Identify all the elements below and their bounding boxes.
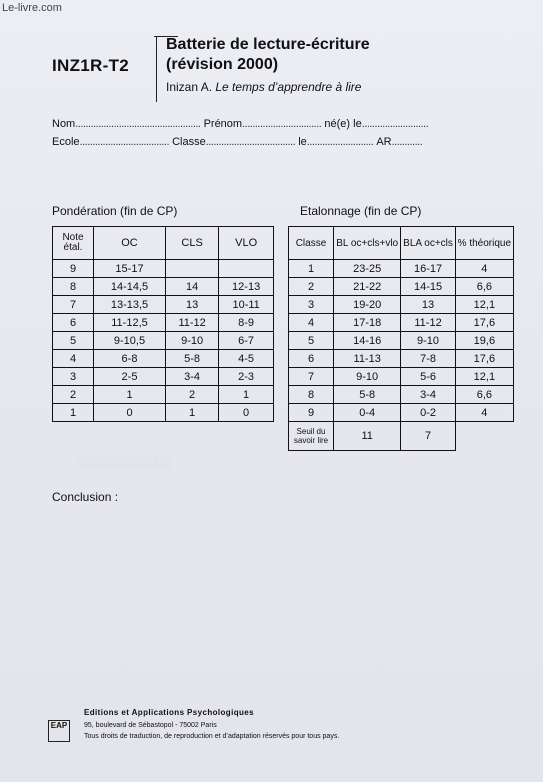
pond-cell: 2 [53,386,94,404]
field-ar-blank[interactable]: ............ [391,136,423,148]
etal-row [289,314,514,332]
identity-row-1 [52,118,428,130]
etal-cell: 14-16 [334,332,401,350]
pond-header-oc: OC [94,227,166,260]
pond-cell: 2-3 [219,368,274,386]
pond-row [53,404,274,422]
author: Inizan A. [166,80,213,94]
publisher-name: Editions et Applications Psychologiques [84,708,254,717]
etal-cell: 12,1 [455,296,513,314]
pond-header-vlo: VLO [219,227,274,260]
seuil-bla: 7 [401,422,455,451]
etal-cell: 17,6 [455,314,513,332]
ponderation-table [52,226,274,422]
test-code: INZ1R-T2 [52,56,130,75]
etal-cell: 4 [289,314,334,332]
etal-cell: 6,6 [455,386,513,404]
pond-cell: 2-5 [94,368,166,386]
etal-cell: 13 [401,296,455,314]
etal-cell: 19-20 [334,296,401,314]
etal-cell: 6 [289,350,334,368]
pond-row [53,314,274,332]
field-ar-label: AR [376,136,392,148]
etal-header-pct: % théorique [455,227,513,260]
pond-row [53,368,274,386]
pond-header-note: Note étal. [53,227,94,260]
pond-cell: 10-11 [219,296,274,314]
etal-cell: 6,6 [455,278,513,296]
etal-cell: 7-8 [401,350,455,368]
pond-cell: 1 [53,404,94,422]
pond-cell: 6-8 [94,350,166,368]
watermark: Le-livre.com [2,2,62,14]
pond-cell: 3-4 [166,368,219,386]
ponderation-header-row [53,227,274,260]
pond-header-cls: CLS [166,227,219,260]
pond-cell: 1 [166,404,219,422]
etal-row [289,386,514,404]
pond-cell: 1 [94,386,166,404]
etal-header-bla: BLA oc+cls [401,227,455,260]
pond-cell: 12-13 [219,278,274,296]
pond-cell [166,260,219,278]
seuil-bl: 11 [334,422,401,451]
field-prenom-label: Prénom [203,118,243,130]
etal-cell: 14-15 [401,278,455,296]
etal-cell: 9-10 [334,368,401,386]
pond-cell: 11-12 [166,314,219,332]
etal-cell: 5-8 [334,386,401,404]
pond-cell: 2 [166,386,219,404]
etal-cell: 9 [289,404,334,422]
pond-cell: 8-9 [219,314,274,332]
field-nele-label: né(e) le [324,118,362,130]
etal-row [289,368,514,386]
seuil-row [289,422,514,451]
pond-cell: 6 [53,314,94,332]
pond-cell: 1 [219,386,274,404]
etal-cell: 17-18 [334,314,401,332]
etal-cell: 9-10 [401,332,455,350]
pond-cell: 9-10 [166,332,219,350]
pond-cell: 7 [53,296,94,314]
pond-row [53,278,274,296]
pond-cell: 5 [53,332,94,350]
etal-cell: 16-17 [401,260,455,278]
pond-cell: 6-7 [219,332,274,350]
etal-cell: 7 [289,368,334,386]
etal-cell: 0-2 [401,404,455,422]
seuil-empty [455,422,513,451]
etalonnage-header-row [289,227,514,260]
field-ecole-label: Ecole [52,136,80,148]
show-through-text: ░░░░░░░░░░░ [78,455,172,469]
pond-cell: 14 [166,278,219,296]
pond-cell: 0 [94,404,166,422]
conclusion-label: Conclusion : [52,490,119,504]
etal-cell: 2 [289,278,334,296]
seuil-label: Seuil du savoir lire [289,422,334,451]
author-line [166,80,361,94]
field-nom-label: Nom [52,118,76,130]
book-title: Le temps d’apprendre à lire [215,80,362,94]
title-line1: Batterie de lecture-écriture [166,36,370,53]
etal-row [289,260,514,278]
etalonnage-table [288,226,514,451]
ponderation-title: Pondération (fin de CP) [52,204,178,218]
etal-cell: 3 [289,296,334,314]
etal-row [289,332,514,350]
field-prenom-blank[interactable]: ............................... [242,118,322,130]
etal-cell: 11-13 [334,350,401,368]
etal-cell: 21-22 [334,278,401,296]
etal-cell: 19,6 [455,332,513,350]
pond-cell: 13-13,5 [94,296,166,314]
etal-cell: 8 [289,386,334,404]
etal-row [289,350,514,368]
pond-row [53,332,274,350]
title-line2: (révision 2000) [166,56,279,73]
pond-cell: 15-17 [94,260,166,278]
field-classe-blank[interactable]: ................................... [205,136,296,148]
pond-cell: 4-5 [219,350,274,368]
identity-row-2 [52,136,422,148]
pond-cell: 5-8 [166,350,219,368]
etal-cell: 5-6 [401,368,455,386]
pond-row [53,386,274,404]
etal-cell: 17,6 [455,350,513,368]
pond-cell: 8 [53,278,94,296]
etal-cell: 4 [455,404,513,422]
etal-cell: 3-4 [401,386,455,404]
pond-row [53,350,274,368]
etal-cell: 11-12 [401,314,455,332]
field-ecole-blank[interactable]: ................................... [79,136,169,148]
etal-cell: 1 [289,260,334,278]
field-nele-blank[interactable]: .......................... [361,118,429,130]
field-classe-label: Classe [172,136,206,148]
header-divider [156,36,157,102]
pond-cell: 0 [219,404,274,422]
field-nom-blank[interactable]: ................................................. [75,118,201,130]
field-le-label: le [298,136,307,148]
pond-cell: 9-10,5 [94,332,166,350]
etal-cell: 12,1 [455,368,513,386]
etal-row [289,404,514,422]
pond-cell: 9 [53,260,94,278]
publisher-rights: Tous droits de traduction, de reproduction et d’adaptation réservés pour tous pays. [84,733,340,740]
etalonnage-title: Etalonnage (fin de CP) [300,204,422,218]
pond-cell: 14-14,5 [94,278,166,296]
etal-cell: 23-25 [334,260,401,278]
etal-header-classe: Classe [289,227,334,260]
etal-header-bl: BL oc+cls+vlo [334,227,401,260]
pond-cell: 11-12,5 [94,314,166,332]
etal-row [289,296,514,314]
etal-row [289,278,514,296]
pond-row [53,260,274,278]
pond-row [53,296,274,314]
pond-cell: 3 [53,368,94,386]
pond-cell: 13 [166,296,219,314]
pond-cell: 4 [53,350,94,368]
etal-cell: 0-4 [334,404,401,422]
publisher-address: 95, boulevard de Sébastopol - 75002 Paris [84,722,217,729]
field-le-blank[interactable]: .......................... [306,136,374,148]
etal-cell: 4 [455,260,513,278]
pond-cell [219,260,274,278]
publisher-logo: EAP [48,720,70,742]
etal-cell: 5 [289,332,334,350]
